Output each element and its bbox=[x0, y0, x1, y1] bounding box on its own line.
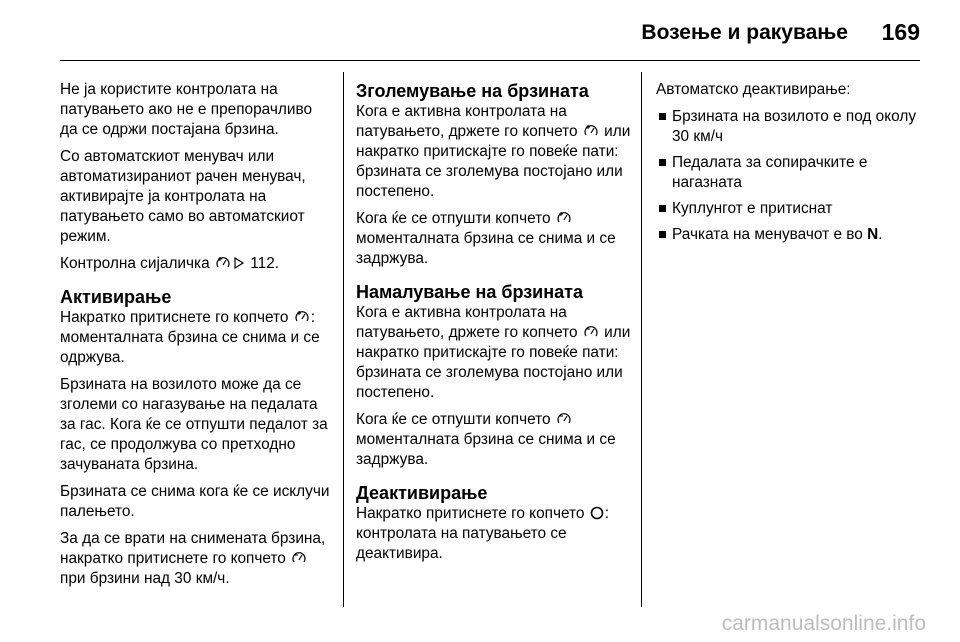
text: при брзини над 30 км/ч. bbox=[60, 570, 230, 587]
list-item-text: Брзината на возилото е под околу 30 км/ч bbox=[672, 108, 917, 145]
list-item bbox=[656, 153, 926, 193]
text: Кога е активна контролата на патувањето, држете го копчето bbox=[356, 103, 582, 140]
list-item-text: Педалата за сопирачките е нагазната bbox=[672, 154, 868, 191]
column-middle bbox=[356, 80, 632, 571]
list-item-text: Рачката на менувачот е во bbox=[672, 226, 868, 243]
paragraph bbox=[356, 303, 632, 403]
gear-label: N bbox=[867, 226, 879, 243]
text: 112. bbox=[245, 255, 280, 272]
text: или накратко притискајте го повеќе пати: брзината се зголемува постојано или постепено. bbox=[356, 123, 631, 200]
text: : моменталната брзина се снима и се одржува. bbox=[60, 309, 320, 366]
list-item bbox=[656, 199, 926, 219]
watermark: carmanualsonline.info bbox=[721, 612, 926, 635]
cruise-set-minus-icon bbox=[291, 551, 307, 565]
list-item-text: . bbox=[878, 226, 883, 243]
paragraph: Брзината се снима кога ќе се исклучи палењето. bbox=[60, 483, 330, 520]
column-divider-left bbox=[343, 72, 344, 607]
cruise-off-icon bbox=[590, 506, 604, 520]
paragraph bbox=[356, 209, 632, 269]
text: Кога е активна контролата на патувањето, држете го копчето bbox=[356, 304, 582, 341]
list-item bbox=[656, 225, 926, 245]
deactivation-conditions-list bbox=[656, 107, 926, 245]
column-right bbox=[656, 80, 926, 251]
heading-deactivate: Деактивирање bbox=[356, 483, 488, 503]
text: моменталната брзина се снима и се задржува. bbox=[356, 431, 616, 468]
text: моменталната брзина се снима и се задржува. bbox=[356, 230, 616, 267]
paragraph bbox=[356, 102, 632, 202]
page-header bbox=[0, 0, 960, 62]
bullet-square-icon bbox=[659, 205, 666, 212]
section-title: Возење и ракување bbox=[641, 21, 848, 44]
list-item-text: Куплунгот е притиснат bbox=[672, 200, 833, 217]
text: Кога ќе се отпушти копчето bbox=[356, 210, 555, 227]
column-divider-right bbox=[641, 72, 642, 607]
paragraph: Автоматско деактивирање: bbox=[656, 81, 851, 98]
list-item bbox=[656, 107, 926, 147]
text: : контролата на патувањето се деактивира. bbox=[356, 505, 610, 562]
paragraph bbox=[60, 529, 332, 589]
paragraph bbox=[60, 254, 332, 274]
column-left bbox=[60, 80, 332, 596]
cruise-set-minus-icon bbox=[583, 325, 599, 339]
paragraph: Брзината на возилото може да се зголеми со нагазување на педалата за гас. Кога ќе се отпушти педалот за гас, се продолжува со претходно зачуваната брзина. bbox=[60, 376, 328, 473]
page-number: 169 bbox=[881, 19, 920, 45]
paragraph bbox=[60, 308, 332, 368]
cruise-resume-plus-icon bbox=[583, 124, 599, 138]
bullet-square-icon bbox=[659, 231, 666, 238]
heading-increase-speed: Зголемување на брзината bbox=[356, 81, 589, 101]
bullet-square-icon bbox=[659, 113, 666, 120]
paragraph: Со автоматскиот менувач или автоматизираниот рачен менувач, активирајте ја контролата на патувањето само во автоматскиот режим. bbox=[60, 148, 306, 245]
page-reference-triangle-icon bbox=[233, 256, 245, 270]
text: Накратко притиснете го копчето bbox=[356, 505, 589, 522]
paragraph: Не ја користите контролата на патувањето ако не е препорачливо да се одржи постајана брзина. bbox=[60, 81, 313, 138]
cruise-resume-plus-icon bbox=[215, 256, 231, 270]
text: Контролна сијаличка bbox=[60, 255, 214, 272]
text: Накратко притиснете го копчето bbox=[60, 309, 293, 326]
paragraph bbox=[356, 410, 632, 470]
cruise-set-minus-icon bbox=[556, 412, 572, 426]
cruise-resume-plus-icon bbox=[556, 211, 572, 225]
cruise-resume-plus-icon bbox=[294, 310, 310, 324]
bullet-square-icon bbox=[659, 159, 666, 166]
paragraph bbox=[356, 504, 632, 564]
text: За да се врати на снимената брзина, накратко притиснете го копчето bbox=[60, 530, 326, 567]
text: или накратко притискајте го повеќе пати: брзината се зголемува постојано или постепено. bbox=[356, 324, 631, 401]
heading-decrease-speed: Намалување на брзината bbox=[356, 282, 583, 302]
heading-activate: Активирање bbox=[60, 287, 172, 307]
text: Кога ќе се отпушти копчето bbox=[356, 411, 555, 428]
header-rule bbox=[60, 60, 920, 61]
